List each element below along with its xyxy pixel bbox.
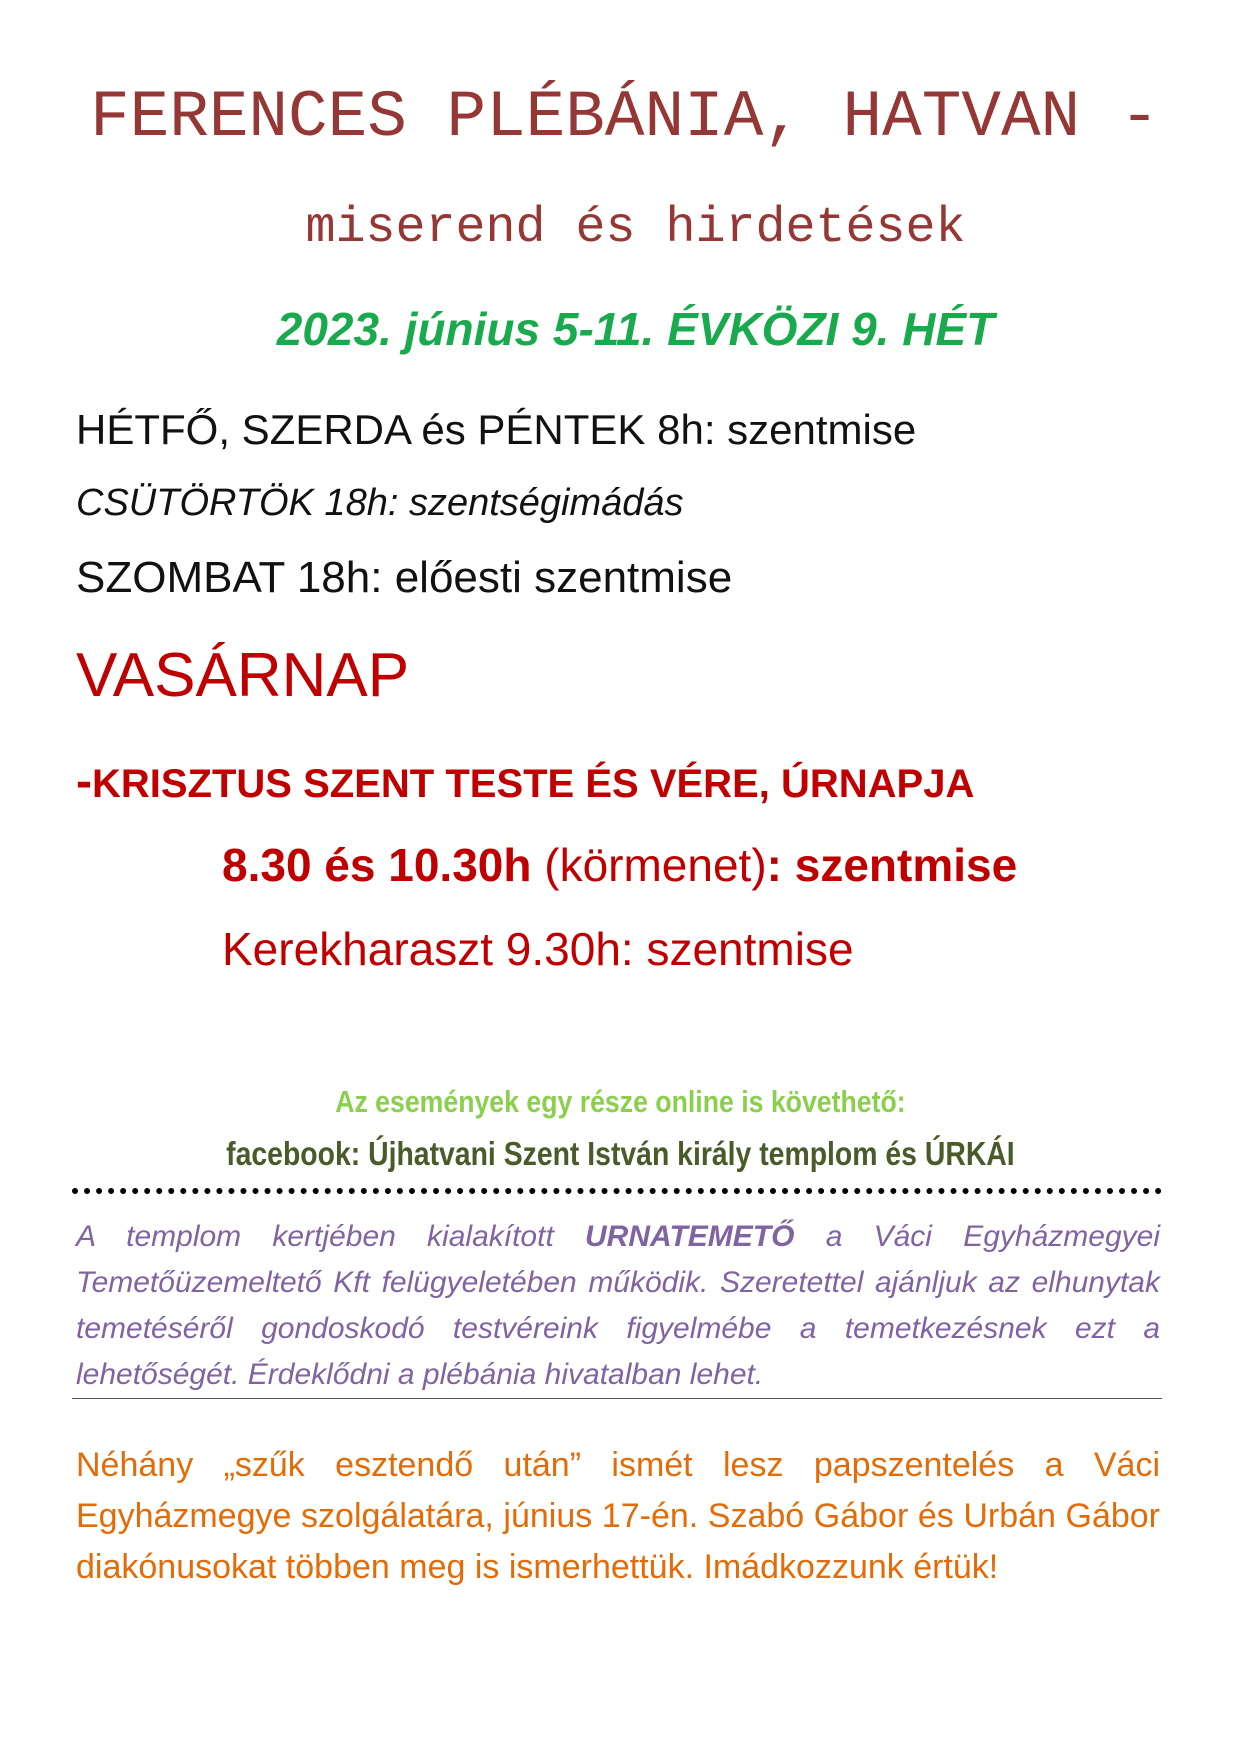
schedule-weekdays: HÉTFŐ, SZERDA és PÉNTEK 8h: szentmise [76, 406, 917, 453]
schedule-thursday: CSÜTÖRTÖK 18h: szentségimádás [76, 482, 684, 524]
mass-label: : szentmise [766, 839, 1018, 891]
schedule-saturday: SZOMBAT 18h: előesti szentmise [76, 553, 733, 602]
online-facebook: facebook: Újhatvani Szent István király templom és ÚRKÁI [226, 1135, 1015, 1172]
urna-highlight: URNATEMETŐ [585, 1220, 795, 1253]
feast-name: KRISZTUS SZENT TESTE ÉS VÉRE, ÚRNAPJA [91, 762, 975, 806]
feast-dash: - [76, 755, 92, 808]
online-intro: Az események egy része online is követhető: [335, 1084, 906, 1119]
ordination-paragraph: Néhány „szűk esztendő után” ismét lesz papszentelés a Váci Egyházmegye szolgálatára, június 17-én. Szabó Gábor és Urbán Gábor diakónusokat többen meg is ismerhettük. Imádkozzunk értük! [76, 1446, 1160, 1586]
urna-paragraph [76, 1214, 1160, 1398]
sunday-mass-times [222, 838, 1017, 892]
mass-times: 8.30 és 10.30h [222, 839, 532, 891]
page-title: FERENCES PLÉBÁNIA, HATVAN - [90, 80, 1160, 155]
kerekharaszt-mass: Kerekharaszt 9.30h: szentmise [222, 923, 854, 975]
schedule-sunday-label: VASÁRNAP [76, 641, 410, 710]
page-subtitle: miserend és hirdetések [305, 200, 966, 257]
urna-after: a Váci Egyházmegyei Temetőüzemeltető Kft felügyeletében működik. Szeretettel ajánljuk az elhunytak temetéséről gondoskodó testvéreink figyelmébe a temetkezésnek ezt a lehetőségét. Érdeklődni a plébánia hivatalban lehet. [76, 1220, 1160, 1391]
week-heading: 2023. június 5-11. ÉVKÖZI 9. HÉT [276, 303, 995, 355]
urna-before: A templom kertjében kialakított [76, 1220, 586, 1253]
dotted-divider [72, 1188, 1162, 1194]
thin-divider [72, 1398, 1162, 1399]
mass-note: (körmenet) [531, 839, 767, 891]
feast-heading [76, 754, 974, 809]
